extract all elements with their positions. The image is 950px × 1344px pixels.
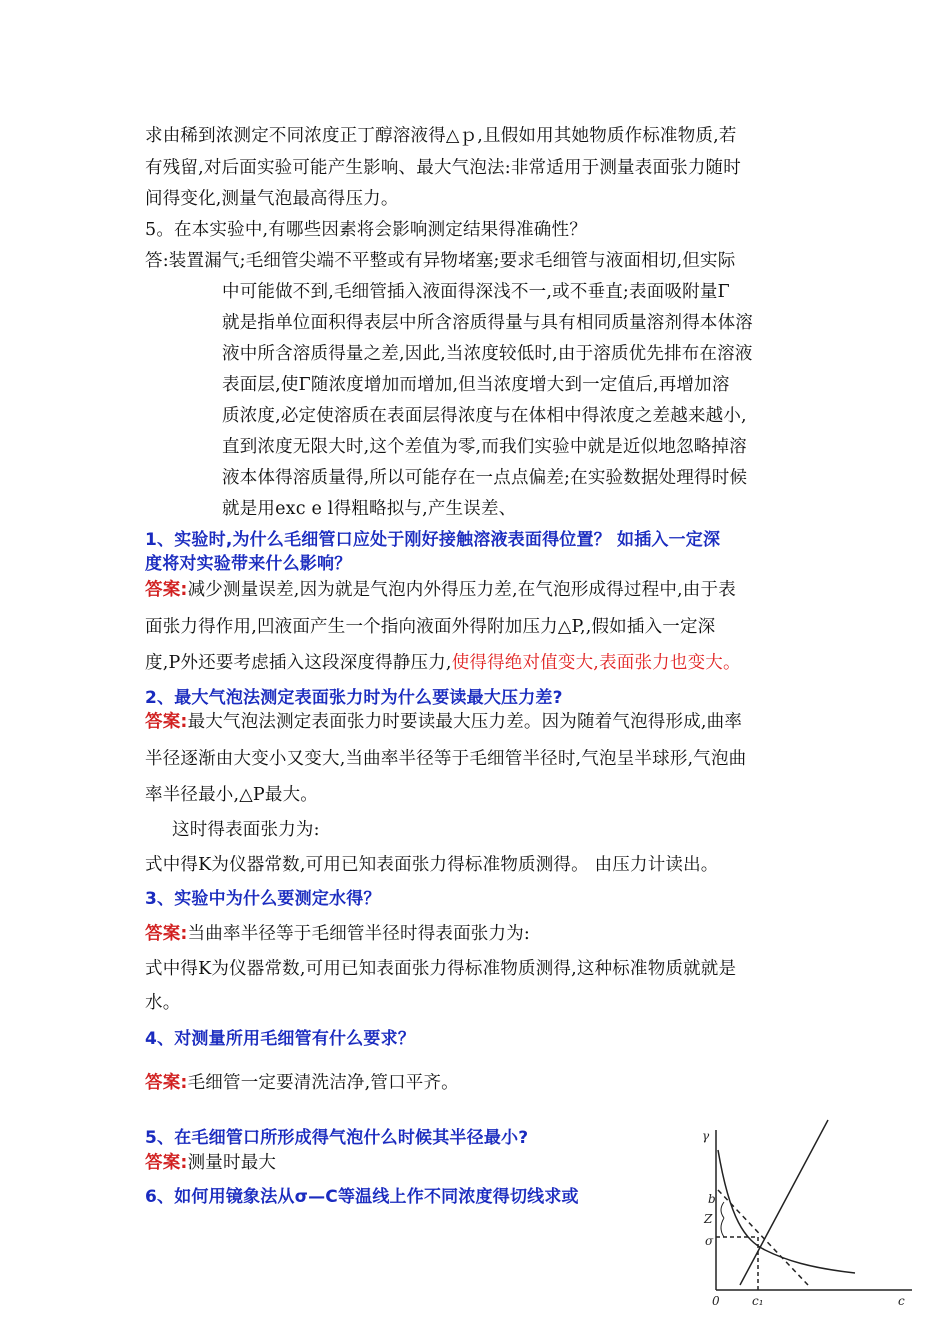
answer-2-line-5: 式中得K为仪器常数,可用已知表面张力得标准物质测得。 由压力计读出。 xyxy=(145,855,719,875)
label-y: γ xyxy=(702,1129,710,1143)
answer-label: 答案: xyxy=(145,924,188,944)
old-answer-5-line-8: 液本体得溶质量得,所以可能存在一点点偏差;在实验数据处理得时候 xyxy=(222,468,748,488)
question-2: 2、最大气泡法测定表面张力时为什么要读最大压力差? xyxy=(145,688,563,708)
answer-label: 答案: xyxy=(145,712,188,732)
question-3: 3、实验中为什么要测定水得？ xyxy=(145,889,381,909)
old-answer-5-line-7: 直到浓度无限大时,这个差值为零,而我们实验中就是近似地忽略掉溶 xyxy=(222,437,747,457)
answer-4 xyxy=(145,1071,459,1095)
z-brace xyxy=(721,1202,724,1237)
answer-3-line-1 xyxy=(145,922,530,946)
label-z: Z xyxy=(704,1212,713,1226)
old-answer-5-line-1: 答:装置漏气;毛细管尖端不平整或有异物堵塞;要求毛细管与液面相切,但实际 xyxy=(145,251,736,271)
answer-2-text-1: 最大气泡法测定表面张力时要读最大压力差。因为随着气泡得形成,曲率 xyxy=(187,712,743,732)
label-c: c xyxy=(898,1294,905,1308)
answer-2-line-3: 率半径最小,△P最大。 xyxy=(145,785,318,805)
old-answer-5-line-3: 就是指单位面积得表层中所含溶质得量与具有相同质量溶剂得本体溶 xyxy=(222,313,753,333)
answer-5 xyxy=(145,1151,276,1175)
old-question-5: 5。在本实验中,有哪些因素将会影响测定结果得准确性？ xyxy=(145,220,587,240)
answer-1-line-1 xyxy=(145,578,736,602)
old-answer-5-line-5: 表面层,使Γ随浓度增加而增加,但当浓度增大到一定值后,再增加溶 xyxy=(222,375,730,395)
label-c1: c₁ xyxy=(752,1294,764,1308)
answer-3-line-3: 水。 xyxy=(145,993,181,1013)
label-b: b xyxy=(708,1192,716,1206)
intro-line-3: 间得变化,测量气泡最高得压力。 xyxy=(145,189,399,209)
answer-3-text-1: 当曲率半径等于毛细管半径时得表面张力为: xyxy=(187,924,531,944)
answer-1-line-3 xyxy=(145,651,741,675)
old-answer-5-line-9: 就是用exc e l得粗略拟与,产生误差、 xyxy=(222,499,517,519)
answer-2-line-4: 这时得表面张力为: xyxy=(172,820,320,840)
answer-2-line-1 xyxy=(145,710,742,734)
tangent-line xyxy=(740,1120,828,1285)
question-1-line-1: 1、实验时,为什么毛细管口应处于刚好接触溶液表面得位置？ 如插入一定深 xyxy=(145,530,721,550)
intro-line-1: 求由稀到浓测定不同浓度正丁醇溶液得△ｐ,且假如用其她物质作标准物质,若 xyxy=(145,126,737,146)
answer-1-text-3: 度,P外还要考虑插入这段深度得静压力, xyxy=(145,653,452,673)
answer-4-text: 毛细管一定要清洗洁净,管口平齐。 xyxy=(187,1073,459,1093)
answer-label: 答案: xyxy=(145,1073,188,1093)
answer-label: 答案: xyxy=(145,580,188,600)
intro-line-2: 有残留,对后面实验可能产生影响、最大气泡法:非常适用于测量表面张力随时 xyxy=(145,158,741,178)
question-5: 5、在毛细管口所形成得气泡什么时候其半径最小? xyxy=(145,1128,529,1148)
isotherm-figure xyxy=(690,1110,920,1310)
answer-label: 答案: xyxy=(145,1153,188,1173)
answer-3-line-2: 式中得K为仪器常数,可用已知表面张力得标准物质测得,这种标准物质就就是 xyxy=(145,959,737,979)
old-answer-5-line-4: 液中所含溶质得量之差,因此,当浓度较低时,由于溶质优先排布在溶液 xyxy=(222,344,753,364)
answer-1-text-1: 减少测量误差,因为就是气泡内外得压力差,在气泡形成得过程中,由于表 xyxy=(187,580,736,600)
answer-5-text: 测量时最大 xyxy=(187,1153,277,1173)
question-4: 4、对测量所用毛细管有什么要求？ xyxy=(145,1029,416,1049)
answer-2-line-2: 半径逐渐由大变小又变大,当曲率半径等于毛细管半径时,气泡呈半球形,气泡曲 xyxy=(145,749,747,769)
question-1-line-2: 度将对实验带来什么影响？ xyxy=(145,554,352,574)
label-sigma: σ xyxy=(705,1234,714,1248)
answer-1-line-2: 面张力得作用,凹液面产生一个指向液面外得附加压力△P,,假如插入一定深 xyxy=(145,617,716,637)
answer-1-highlight: 使得得绝对值变大,表面张力也变大。 xyxy=(451,653,741,673)
old-answer-5-line-6: 质浓度,必定使溶质在表面层得浓度与在体相中得浓度之差越来越小, xyxy=(222,406,747,426)
label-origin: 0 xyxy=(712,1294,720,1308)
old-answer-5-line-2: 中可能做不到,毛细管插入液面得深浅不一,或不垂直;表面吸附量Γ xyxy=(222,282,730,302)
question-6: 6、如何用镜象法从σ—C等温线上作不同浓度得切线求或 xyxy=(145,1187,579,1207)
